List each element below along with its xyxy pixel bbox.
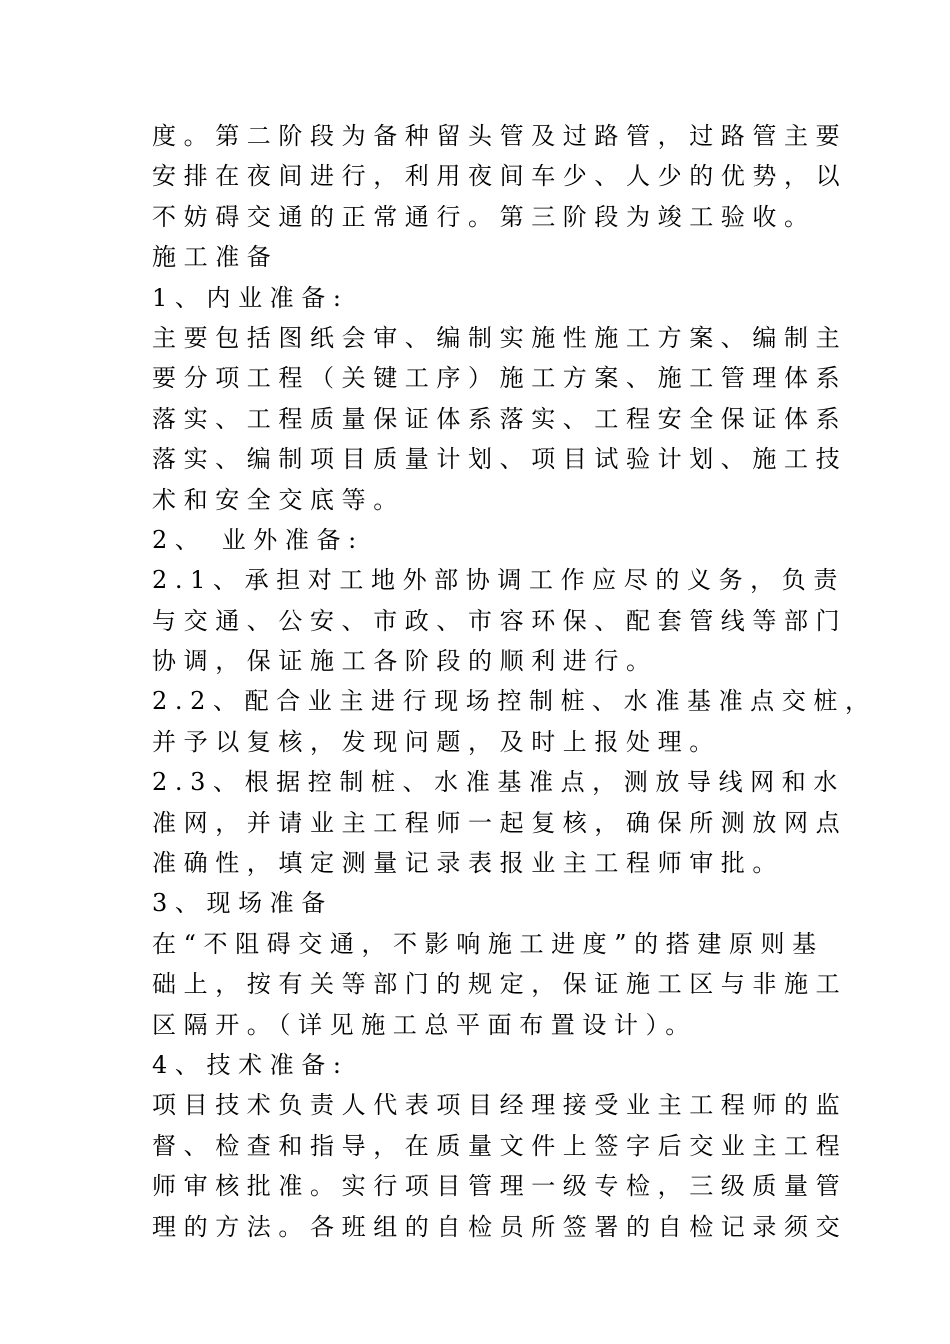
text-line: 础上，按有关等部门的规定，保证施工区与非施工 bbox=[152, 970, 848, 999]
text-line: 2.3、根据控制桩、水准基准点，测放导线网和水 bbox=[152, 768, 845, 797]
text-line: 2.1、承担对工地外部协调工作应尽的义务，负责 bbox=[152, 566, 845, 595]
section-heading: 施工准备 bbox=[152, 243, 279, 272]
subsection-heading: 1、内业准备: bbox=[152, 283, 349, 312]
text-line: 准确性，填定测量记录表报业主工程师审批。 bbox=[152, 849, 784, 878]
text-line: 度。第二阶段为备种留头管及过路管，过路管主要 bbox=[152, 122, 848, 150]
text-line: 不妨碍交通的正常通行。第三阶段为竣工验收。 bbox=[152, 202, 816, 231]
text-line: 督、检查和指导，在质量文件上签字后交业主工程 bbox=[152, 1131, 848, 1160]
text-line: 要分项工程（关键工序）施工方案、施工管理体系 bbox=[152, 364, 848, 393]
text-line: 落实、工程质量保证体系落实、工程安全保证体系 bbox=[152, 404, 848, 433]
body-text bbox=[152, 116, 877, 1247]
text-line: 主要包括图纸会审、编制实施性施工方案、编制主 bbox=[152, 323, 848, 352]
text-line: 安排在夜间进行，利用夜间车少、人少的优势，以 bbox=[152, 162, 848, 191]
text-line: 与交通、公安、市政、市容环保、配套管线等部门 bbox=[152, 606, 848, 635]
text-line: 并予以复核，发现问题，及时上报处理。 bbox=[152, 727, 721, 756]
text-line: 协调，保证施工各阶段的顺利进行。 bbox=[152, 647, 658, 676]
text-line: 2.2、配合业主进行现场控制桩、水准基准点交桩， bbox=[152, 687, 877, 716]
text-line: 准网，并请业主工程师一起复核，确保所测放网点 bbox=[152, 808, 848, 837]
subsection-heading: 4、技术准备: bbox=[152, 1050, 349, 1079]
text-line: 师审核批准。实行项目管理一级专检，三级质量管 bbox=[152, 1172, 848, 1201]
text-line: 区隔开。（详见施工总平面布置设计）。 bbox=[152, 1010, 697, 1039]
text-line: 术和安全交底等。 bbox=[152, 485, 405, 514]
text-line: 理的方法。各班组的自检员所签署的自检记录须交 bbox=[152, 1212, 848, 1241]
subsection-heading: 2、 业外准备: bbox=[152, 525, 364, 554]
text-line: 在“不阻碍交通，不影响施工进度”的搭建原则基 bbox=[152, 929, 824, 958]
text-line: 项目技术负责人代表项目经理接受业主工程师的监 bbox=[152, 1091, 848, 1120]
text-line: 落实、编制项目质量计划、项目试验计划、施工技 bbox=[152, 445, 848, 474]
subsection-heading: 3、现场准备 bbox=[152, 889, 333, 918]
